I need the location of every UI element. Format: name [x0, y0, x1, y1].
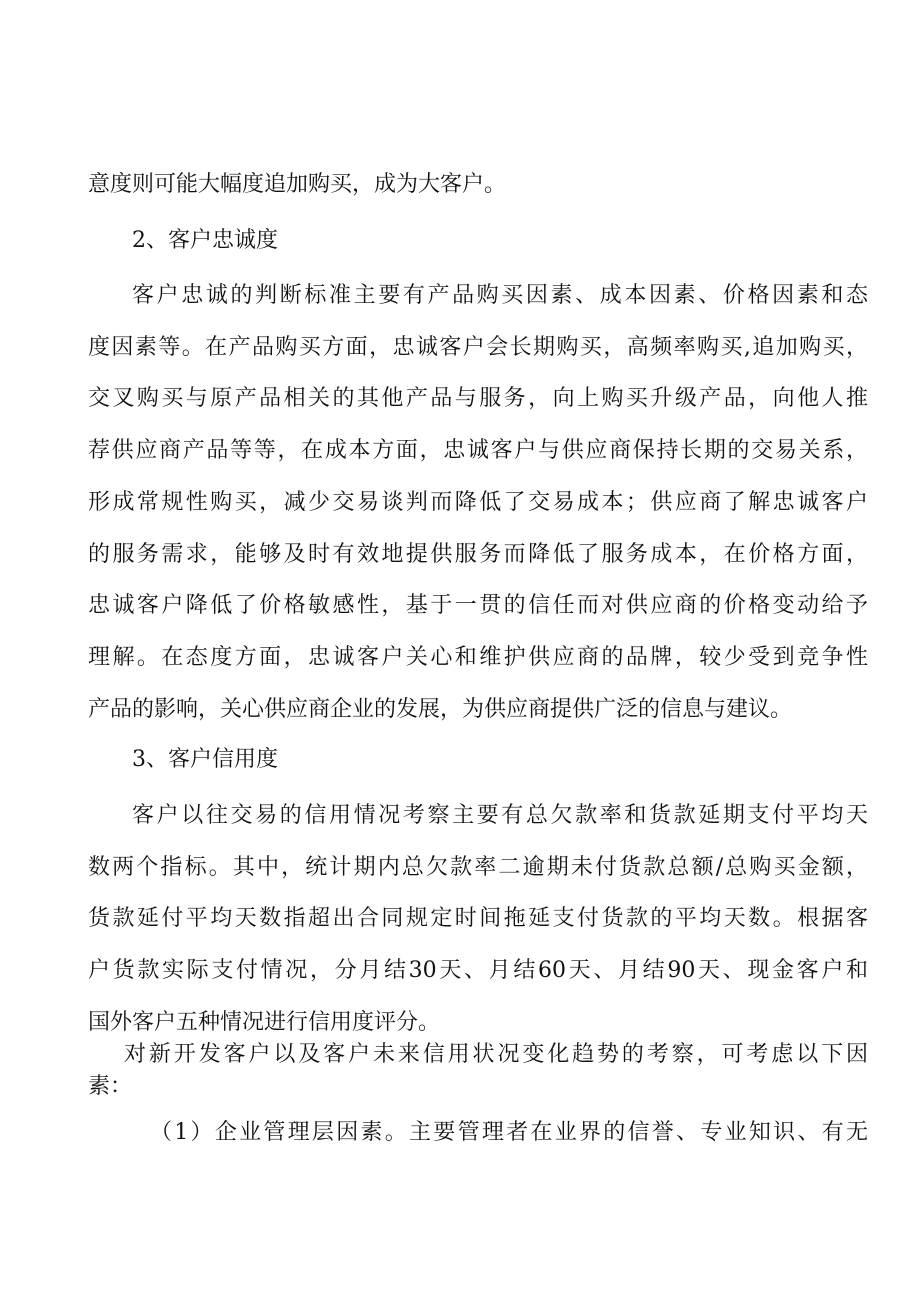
- paragraph-line: 度因素等。在产品购买方面，忠诚客户会长期购买，高频率购买,追加购买，: [88, 335, 868, 360]
- paragraph-line: 货款延付平均天数指超出合同规定时间拖延支付货款的平均天数。根据客: [88, 906, 868, 931]
- paragraph-line: 产品的影响，关心供应商企业的发展，为供应商提供广泛的信息与建议。: [88, 697, 793, 722]
- section-heading: 2、客户忠诚度: [132, 228, 278, 253]
- list-item-line: （1）企业管理层因素。主要管理者在业界的信誉、专业知识、有无: [150, 1120, 868, 1145]
- paragraph-line: 的服务需求，能够及时有效地提供服务而降低了服务成本，在价格方面，: [88, 542, 868, 567]
- paragraph-line: 客户忠诚的判断标准主要有产品购买因素、成本因素、价格因素和态: [132, 283, 868, 308]
- paragraph-line: 数两个指标。其中，统计期内总欠款率二逾期未付货款总额/总购买金额，: [88, 855, 868, 880]
- section-heading: 3、客户信用度: [132, 747, 278, 772]
- paragraph-line: 客户以往交易的信用情况考察主要有总欠款率和货款延期支付平均天: [132, 803, 868, 828]
- paragraph-line: 户货款实际支付情况，分月结30天、月结60天、月结90天、现金客户和: [88, 958, 868, 983]
- paragraph-line: 形成常规性购买，减少交易谈判而降低了交易成本；供应商了解忠诚客户: [88, 490, 868, 515]
- paragraph-line: 忠诚客户降低了价格敏感性，基于一贯的信任而对供应商的价格变动给予: [88, 593, 868, 618]
- paragraph-line: 理解。在态度方面，忠诚客户关心和维护供应商的品牌，较少受到竞争性: [88, 645, 868, 670]
- paragraph-line: 荐供应商产品等等，在成本方面，忠诚客户与供应商保持长期的交易关系，: [88, 438, 868, 463]
- paragraph-line: 对新开发客户以及客户未来信用状况变化趋势的考察，可考虑以下因: [124, 1042, 868, 1067]
- paragraph-line: 交叉购买与原产品相关的其他产品与服务，向上购买升级产品，向他人推: [88, 386, 868, 411]
- paragraph-line: 意度则可能大幅度追加购买，成为大客户。: [88, 172, 507, 197]
- paragraph-line: 国外客户五种情况进行信用度评分。: [88, 1010, 441, 1035]
- paragraph-line: 素：: [88, 1074, 133, 1099]
